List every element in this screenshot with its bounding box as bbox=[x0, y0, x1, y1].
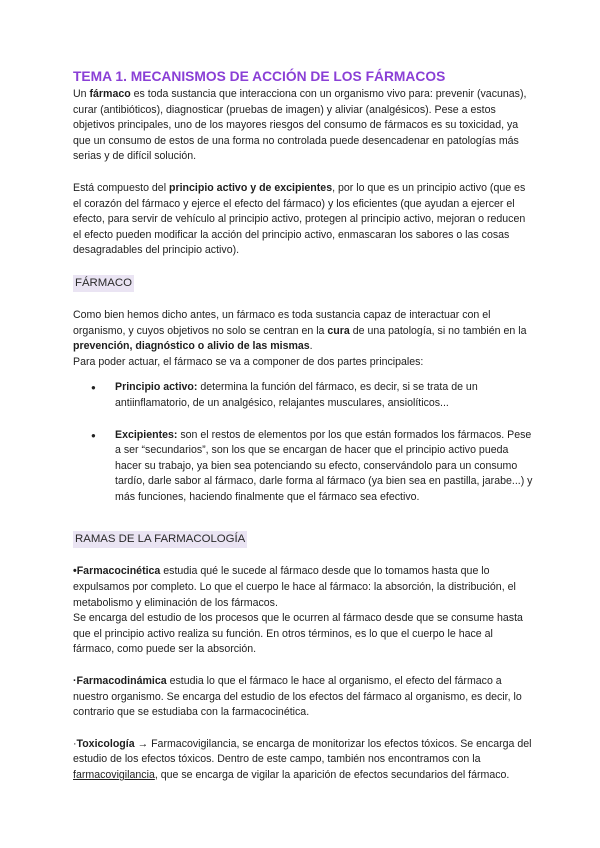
text-run: , por lo que es un principio activo (que es el corazón del fármaco y ejerce el efecto del fármaco) y los eficientes (que ayudan a ejercer el efecto, para servir de vehículo al principio activo, protegen al principio activo, mejoran o reducen el efecto pueden modificar la acción del principio activo, enmascaran los sabores o las cosas desagradables del principio activo). bbox=[73, 181, 526, 257]
text-run: de una patología, si no también en la bbox=[349, 324, 527, 337]
list-item bbox=[103, 380, 533, 411]
bold-term: •Farmacocinética bbox=[73, 565, 161, 578]
section-heading-ramas: RAMAS DE LA FARMACOLOGÍA bbox=[73, 531, 247, 548]
bullet-term: Excipientes: bbox=[115, 428, 178, 441]
intro-paragraph-2 bbox=[73, 181, 533, 259]
text-run: estudia qué le sucede al fármaco desde que lo tomamos hasta que lo expulsamos por completo. Lo que el cuerpo le hace al fármaco: la absorción, la distribución, el metabolismo y eliminación de los fármacos. bbox=[73, 565, 516, 609]
underlined-term: farmacovigilancia bbox=[73, 769, 155, 781]
farmacodinamica-paragraph bbox=[73, 674, 533, 721]
text-run: es toda sustancia que interacciona con un organismo vivo para: prevenir (vacunas), curar (antibióticos), diagnosticar (pruebas de imagen) y aliviar (analgésicos). Pese a estos objetivos principales, uno de los mayores riesgos del consumo de fármacos es su toxicidad, ya que un consumo de estos de una forma no controlada puede desencadenar en patologías más serias y de difícil solución. bbox=[73, 88, 527, 163]
bold-term: fármaco bbox=[89, 88, 131, 100]
text-run: → Farmacovigilancia, se encarga de monitorizar los efectos tóxicos. Se encarga del estudio de los efectos tóxicos. Dentro de este campo, también nos encontramos con la bbox=[73, 737, 532, 766]
text-run: Está compuesto del bbox=[73, 181, 169, 194]
farmaco-paragraph-1 bbox=[73, 308, 533, 355]
document-page bbox=[73, 68, 533, 784]
bold-term: ·Farmacodinámica bbox=[73, 675, 167, 688]
page-title: TEMA 1. MECANISMOS DE ACCIÓN DE LOS FÁRMACOS bbox=[73, 69, 446, 84]
toxicologia-paragraph bbox=[73, 737, 533, 784]
bold-term: principio activo y de excipientes bbox=[169, 181, 333, 194]
bullet-term: Principio activo: bbox=[115, 381, 198, 394]
text-run: · bbox=[73, 737, 77, 750]
bold-term: cura bbox=[327, 324, 350, 337]
text-run: estudia lo que el fármaco le hace al organismo, el efecto del fármaco a nuestro organismo. Se encarga del estudio de los efectos del fármaco al organismo, es decir, lo contrario que se estudiaba con la farmacocinética. bbox=[73, 675, 522, 719]
farmacocinetica-paragraph bbox=[73, 564, 533, 611]
bullet-text: determina la función del fármaco, es decir, si se trata de un antiinflamatorio, de un analgésico, relajantes musculares, ansiolíticos... bbox=[115, 381, 478, 409]
text-run: Como bien hemos dicho antes, un fármaco es toda sustancia capaz de interactuar con el organismo, y cuyos objetivos no solo se centran en la bbox=[73, 308, 491, 337]
text-run: , que se encarga de vigilar la aparición de efectos secundarios del fármaco. bbox=[154, 769, 510, 781]
list-item bbox=[103, 428, 533, 506]
bullet-list bbox=[73, 380, 533, 505]
intro-paragraph-1 bbox=[73, 87, 533, 165]
bullet-text: son el restos de elementos por los que están formados los fármacos. Pese a ser “secundarios”, son los que se encargan de hacer que el principio activo pueda hacer su trabajo, ya bien sea potenciando su efecto, conservándolo para un consumo tardío, darle sabor al fármaco, darle forma al fármaco (ya bien sea en pastilla, jarabe...) y más funciones, haciendo finalmente que el fármaco sea efectivo. bbox=[115, 428, 533, 503]
text-run: Un bbox=[73, 88, 90, 100]
farmaco-paragraph-2: Para poder actuar, el fármaco se va a componer de dos partes principales: bbox=[73, 355, 424, 368]
bold-term: prevención, diagnóstico o alivio de las mismas bbox=[73, 340, 310, 353]
text-run: . bbox=[309, 340, 313, 353]
farmacocinetica-paragraph-2: Se encarga del estudio de los procesos que le ocurren al fármaco desde que se consume hasta que el principio activo realiza su función. En otros términos, es lo que el cuerpo le hace al fármaco, como puede ser la absorción. bbox=[73, 612, 523, 656]
section-heading-farmaco: FÁRMACO bbox=[73, 275, 134, 292]
bold-term: Toxicología bbox=[76, 737, 135, 750]
